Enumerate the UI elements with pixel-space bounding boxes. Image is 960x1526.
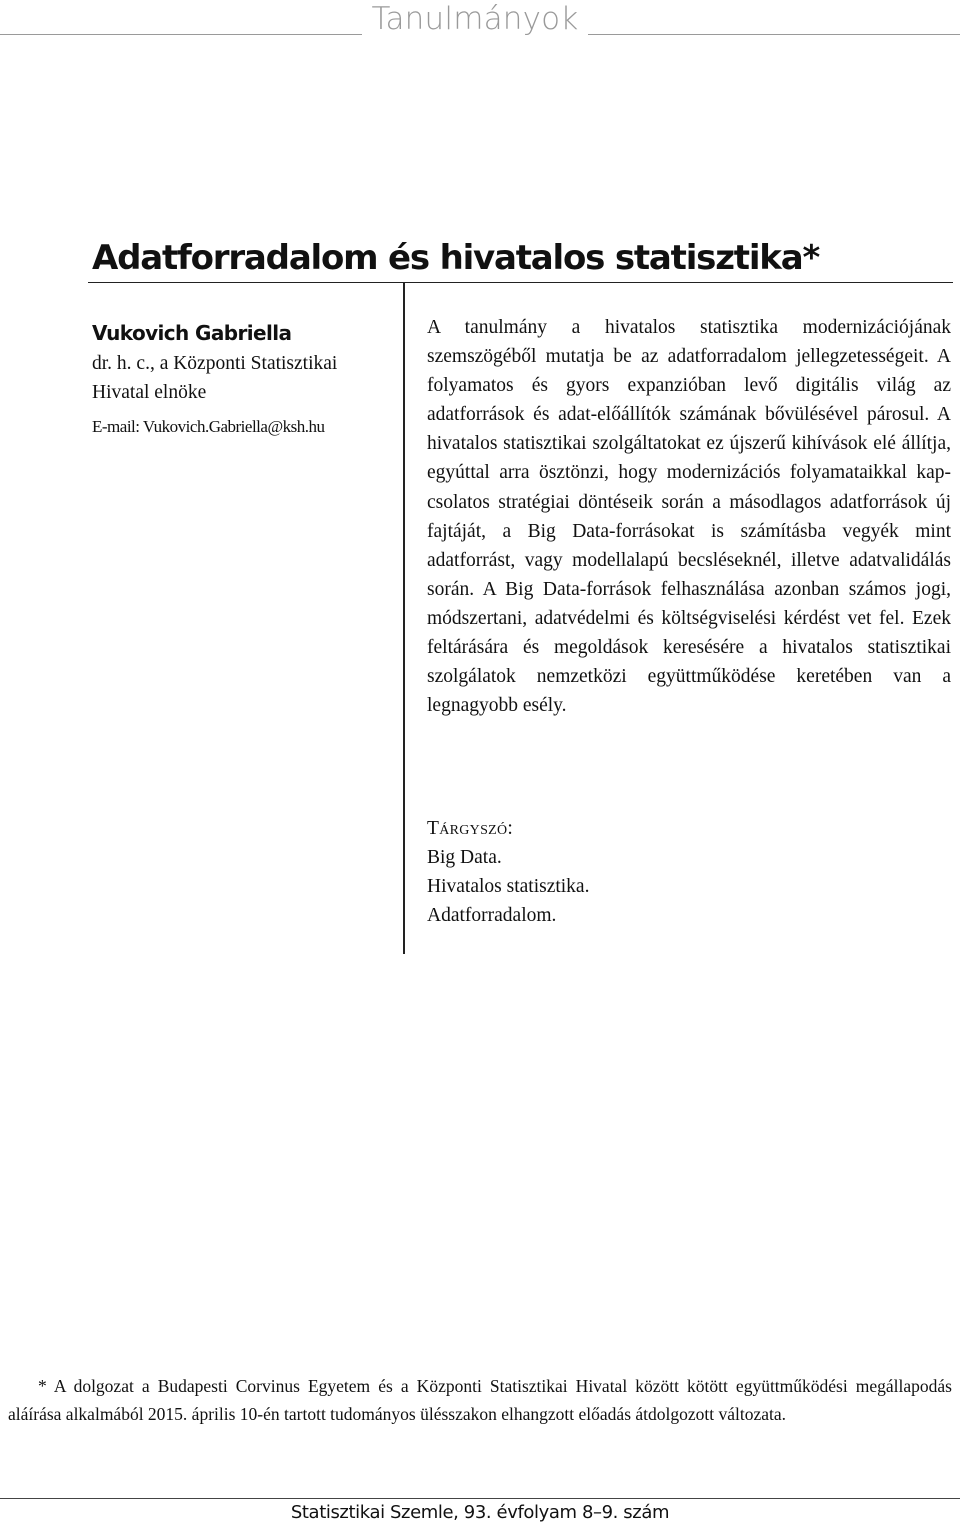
article-title: Adatforradalom és hivatalos statisztika* [92, 238, 820, 278]
running-header [0, 0, 960, 40]
footnote: * A dolgozat a Budapesti Corvinus Egyetem és a Központi Statisztikai Hivatal között kötött együttműködési megállapodás aláírása alkalmából 2015. április 10-én tartott tudományos ülésszakon elhangzott előadás átdolgozott változata. [8, 1376, 952, 1424]
keyword-item: Hivatalos statisztika. [427, 876, 590, 897]
keyword-item: Big Data. [427, 847, 502, 868]
header-rule-right [588, 34, 960, 35]
abstract-block [427, 313, 951, 720]
keyword-item: Adatforradalom. [427, 905, 557, 926]
abstract-text: A tanulmány a hivatalos statisztika modernizációjának szemszögéből mutatja be az adatforradalom jellegzetességeit. A folyamatos és gyors expanzióban levő digitális világ az adatforrások és adat-előállítók számának bővülésével párosul. A hivatalos statisztikai szolgáltatokat ez újszerű kihívások elé állítja, egyúttal arra ösztönzi, hogy modernizációs folyamataikkal kapcsolatos stratégiai döntéseik során a másodlagos adatforrások új fajtáját, a Big Data-forrásokat is számításba vegyék mint adatforrást, vagy modellalapú becsléseknél, illetve adatvalidálás során. A Big Data-források felhasználása azonban számos jogi, módszertani, adatvédelmi és költségviselési kérdést vet fel. Ezek feltárására és megoldások keresésére a hivatalos statisztikai szolgálatok nemzetközi együttműködése keretében van a legnagyobb esély. [427, 317, 951, 717]
section-title: Tanulmányok [371, 1, 579, 37]
title-rule [88, 282, 953, 283]
keywords-block [427, 814, 951, 930]
author-email: E-mail: Vukovich.Gabriella@ksh.hu [92, 417, 325, 436]
keywords-label: Tárgyszó: [427, 818, 514, 839]
author-block [92, 318, 397, 440]
author-affiliation: dr. h. c., a Központi Statisztikai Hivatal elnöke [92, 353, 338, 403]
footer-rule [0, 1498, 960, 1499]
header-rule-left [0, 34, 362, 35]
column-divider [403, 282, 405, 954]
author-name: Vukovich Gabriella [92, 321, 292, 345]
running-footer: Statisztikai Szemle, 93. évfolyam 8–9. szám [290, 1502, 670, 1523]
